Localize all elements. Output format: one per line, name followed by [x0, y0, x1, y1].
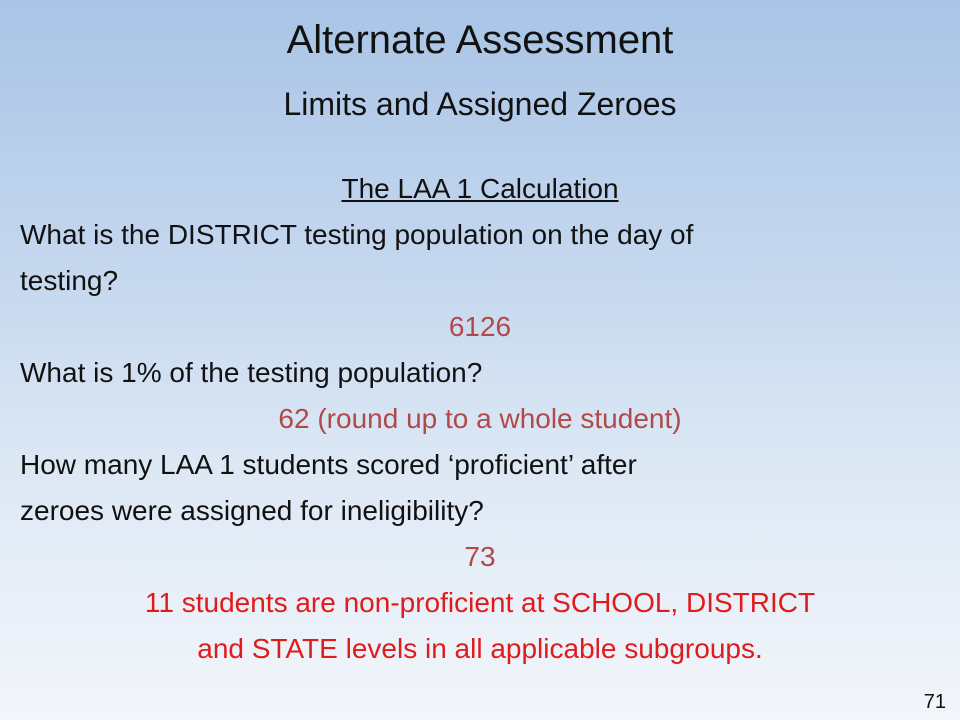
section-heading: The LAA 1 Calculation	[341, 173, 619, 204]
answer-2: 62 (round up to a whole student)	[278, 403, 682, 434]
slide-body	[20, 166, 940, 672]
answer-1: 6126	[448, 311, 512, 342]
slide-subtitle: Limits and Assigned Zeroes	[283, 86, 677, 122]
answer-3: 73	[464, 541, 496, 572]
question-1-line-2: testing?	[20, 265, 119, 296]
slide-title: Alternate Assessment	[286, 18, 674, 62]
page-number: 71	[923, 691, 946, 713]
question-3-line-1: How many LAA 1 students scored ‘proficient’ after	[20, 449, 637, 480]
question-3-line-2: zeroes were assigned for ineligibility?	[20, 495, 484, 526]
question-1-line-1: What is the DISTRICT testing population on the day of	[20, 219, 694, 250]
conclusion-line-1: 11 students are non-proficient at SCHOOL, DISTRICT	[144, 587, 816, 618]
question-2: What is 1% of the testing population?	[20, 357, 483, 388]
conclusion-line-2: and STATE levels in all applicable subgroups.	[197, 633, 763, 664]
